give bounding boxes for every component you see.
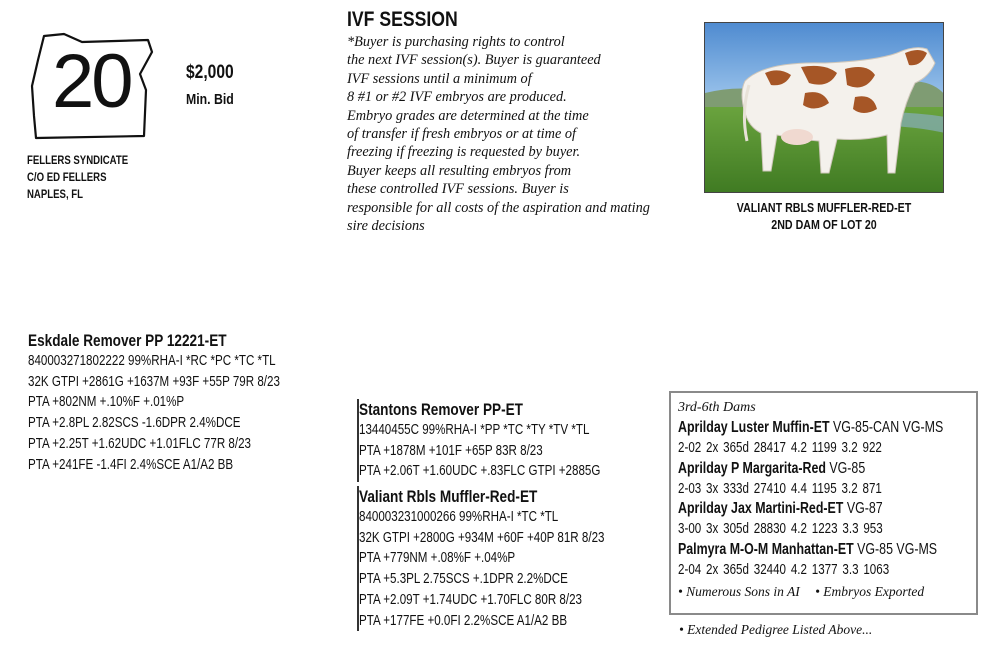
note-sons-in-ai: • Numerous Sons in AI bbox=[678, 584, 800, 599]
consignor-info bbox=[27, 152, 153, 203]
dam-name-text: Palmyra M-O-M Manhattan-ET bbox=[678, 540, 854, 558]
ivf-line: 8 #1 or #2 IVF embryos are produced. bbox=[347, 89, 567, 106]
dam-record: 3-00 3x 305d 28830 4.2 1223 3.3 953 bbox=[678, 521, 883, 537]
ivf-line: the next IVF session(s). Buyer is guaranteed bbox=[347, 52, 601, 69]
note-embryos-exported: • Embryos Exported bbox=[815, 584, 925, 599]
sire-block bbox=[28, 330, 343, 475]
dam-entry-name bbox=[678, 418, 944, 438]
sire-line: PTA +2.25T +1.62UDC +1.01FLC 77R 8/23 bbox=[28, 435, 252, 452]
ivf-session-title: IVF SESSION bbox=[347, 8, 458, 31]
dams-box bbox=[669, 391, 978, 615]
dam-record: 2-03 3x 333d 27410 4.4 1195 3.2 871 bbox=[678, 480, 882, 497]
dam-name-text: Aprilday P Margarita-Red bbox=[678, 459, 826, 477]
sire-line: PTA +802NM +.10%F +.01%P bbox=[28, 394, 185, 411]
ivf-line: Embryo grades are determined at the time bbox=[347, 107, 589, 124]
dam-entry-name bbox=[678, 540, 938, 560]
consignor-care-of: C/O ED FELLERS bbox=[27, 170, 107, 184]
dam-classification: VG-87 bbox=[846, 500, 883, 517]
extended-pedigree-note: • Extended Pedigree Listed Above... bbox=[679, 622, 873, 637]
dam-record: 2-04 2x 365d 32440 4.2 1377 3.3 1063 bbox=[678, 561, 890, 578]
maternal-grandsire-line: PTA +1878M +101F +65P 83R 8/23 bbox=[359, 442, 543, 459]
photo-caption-relation: 2ND DAM OF LOT 20 bbox=[771, 217, 877, 232]
dam-name-text: Aprilday Jax Martini-Red-ET bbox=[678, 500, 844, 517]
ivf-line: IVF sessions until a minimum of bbox=[347, 70, 532, 87]
dam-record: 2-02 2x 365d 28417 4.2 1199 3.2 922 bbox=[678, 440, 882, 456]
maternal-grandsire-line: 13440455C 99%RHA-I *PP *TC *TY *TV *TL bbox=[359, 422, 590, 438]
dam-line: 840003231000266 99%RHA-I *TC *TL bbox=[359, 509, 559, 525]
dam-line: PTA +2.09T +1.74UDC +1.70FLC 80R 8/23 bbox=[359, 591, 583, 608]
sire-line: PTA +2.8PL 2.82SCS -1.6DPR 2.4%DCE bbox=[28, 415, 241, 432]
ivf-line: Buyer keeps all resulting embryos from bbox=[347, 162, 572, 179]
dam-classification: VG-85 bbox=[829, 459, 866, 477]
dam-classification: VG-85 VG-MS bbox=[857, 540, 938, 558]
sire-line: PTA +241FE -1.4FI 2.4%SCE A1/A2 BB bbox=[28, 456, 234, 473]
sire-line: 840003271802222 99%RHA-I *RC *PC *TC *TL bbox=[28, 353, 276, 369]
dam-entry-name bbox=[678, 499, 916, 519]
consignor-location: NAPLES, FL bbox=[27, 187, 84, 201]
photo-caption-name: VALIANT RBLS MUFFLER-RED-ET bbox=[736, 200, 912, 215]
cow-photo bbox=[704, 22, 944, 193]
lot-number: 20 bbox=[52, 39, 131, 124]
dam-classification: VG-85-CAN VG-MS bbox=[833, 419, 944, 436]
sire-line: 32K GTPI +2861G +1637M +93F +55P 79R 8/23 bbox=[28, 373, 280, 390]
photo-caption bbox=[700, 199, 948, 233]
dam-line: PTA +177FE +0.0FI 2.2%SCE A1/A2 BB bbox=[359, 612, 568, 629]
dams-heading: 3rd-6th Dams bbox=[678, 400, 756, 415]
maternal-grandsire-name: Stantons Remover PP-ET bbox=[359, 400, 523, 419]
dam-line: 32K GTPI +2800G +934M +60F +40P 81R 8/23 bbox=[359, 529, 605, 546]
cow-photo-illustration bbox=[705, 23, 944, 193]
dam-block bbox=[357, 486, 666, 631]
ivf-line: freezing if freezing is requested by buyer. bbox=[347, 144, 581, 161]
min-bid-label: Min. Bid bbox=[186, 91, 234, 108]
sire-name: Eskdale Remover PP 12221-ET bbox=[28, 331, 227, 350]
dam-line: PTA +779NM +.08%F +.04%P bbox=[359, 550, 516, 567]
dam-line: PTA +5.3PL 2.75SCS +.1DPR 2.2%DCE bbox=[359, 571, 568, 588]
min-bid-amount: $2,000 bbox=[186, 62, 234, 83]
ivf-line: responsible for all costs of the aspiration and mating bbox=[347, 199, 650, 216]
maternal-grandsire-block bbox=[357, 399, 661, 482]
ivf-line: these controlled IVF sessions. Buyer is bbox=[347, 181, 569, 198]
dam-name: Valiant Rbls Muffler-Red-ET bbox=[359, 487, 538, 506]
dam-entry-name bbox=[678, 459, 916, 479]
dams-notes bbox=[678, 583, 976, 601]
ivf-line: of transfer if fresh embryos or at time of bbox=[347, 126, 577, 143]
maternal-grandsire-line: PTA +2.06T +1.60UDC +.83FLC GTPI +2885G bbox=[359, 463, 601, 480]
ivf-line: *Buyer is purchasing rights to control bbox=[347, 34, 565, 50]
ivf-session-description bbox=[347, 33, 677, 235]
consignor-name: FELLERS SYNDICATE bbox=[27, 153, 129, 167]
ivf-line: sire decisions bbox=[347, 218, 425, 235]
dam-name-text: Aprilday Luster Muffin-ET bbox=[678, 419, 830, 436]
